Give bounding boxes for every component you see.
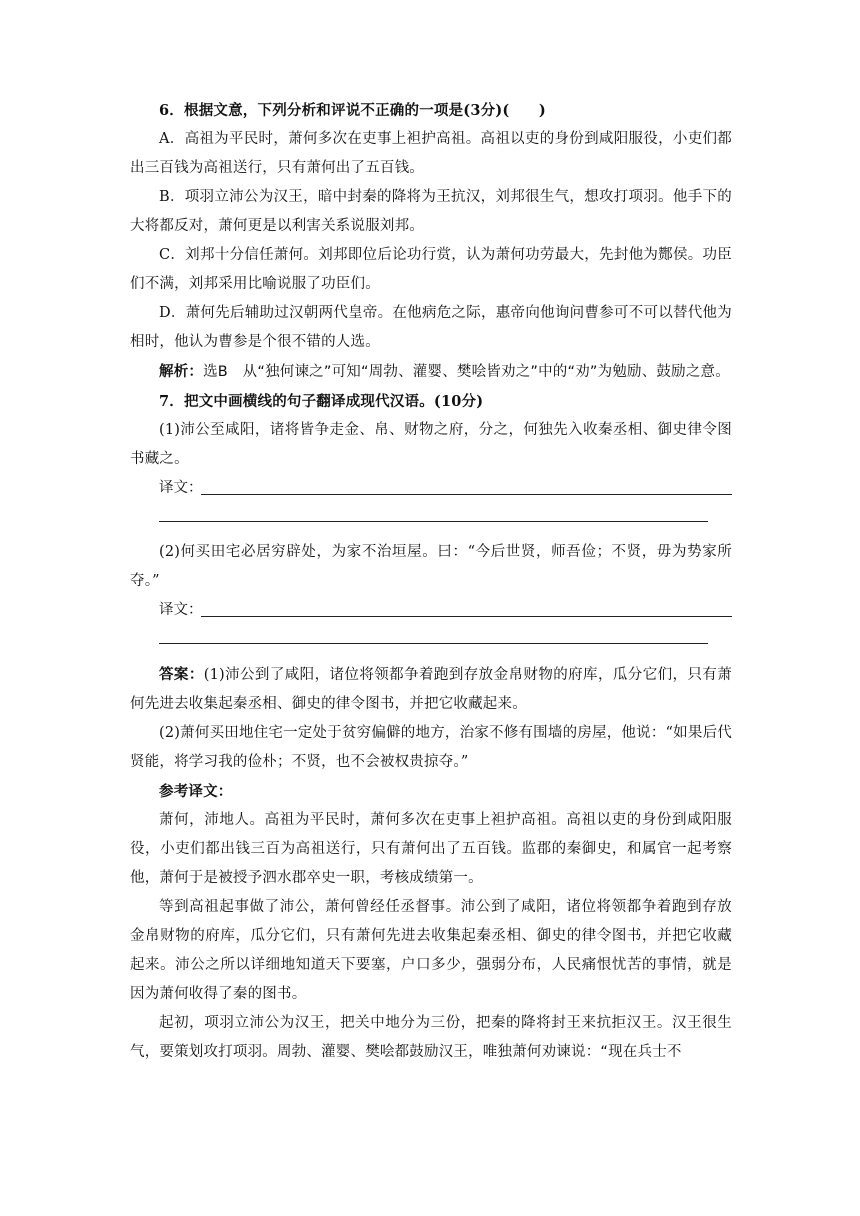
document-page	[130, 96, 732, 1067]
answer-label: 答案：	[159, 666, 204, 683]
question-7-item-2: (2)何买田宅必居穷辟处，为家不治垣屋。曰：“今后世贤，师吾俭；不贤，毋为势家所夺。”	[130, 544, 732, 589]
answer-1	[130, 660, 732, 719]
translation-label: 译文：	[159, 602, 203, 618]
question-6-option-c: C．刘邦十分信任萧何。刘邦即位后论功行赏，认为萧何功劳最大，先封他为酂侯。功臣们不满，刘邦采用比喻说服了功臣们。	[130, 247, 732, 292]
question-6-analysis	[130, 357, 732, 387]
question-6-option-d: D．萧何先后辅助过汉朝两代皇帝。在他病危之际，惠帝向他询问曹参可不可以替代他为相时，他认为曹参是个很不错的人选。	[130, 305, 732, 350]
reference-label: 参考译文：	[159, 783, 233, 800]
answer-underline	[159, 643, 708, 644]
translation-label: 译文：	[159, 480, 203, 496]
question-7-stem: 7．把文中画横线的句子翻译成现代汉语。(10分)	[159, 393, 484, 410]
answer-underline	[159, 521, 708, 522]
analysis-text: 选B 从“独何谏之”可知“周勃、灌婴、樊哙皆劝之”中的“劝”为勉励、鼓励之意。	[203, 364, 730, 380]
reference-paragraph-3: 起初，项羽立沛公为汉王，把关中地分为三份，把秦的降将封王来抗拒汉王。汉王很生气，要策划攻打项羽。周勃、灌婴、樊哙都鼓励汉王，唯独萧何劝谏说：“现在兵士不	[130, 1015, 732, 1060]
question-6-option-a: A．高祖为平民时，萧何多次在吏事上袒护高祖。高祖以吏的身份到咸阳服役，小吏们都出三百钱为高祖送行，只有萧何出了五百钱。	[130, 131, 732, 176]
answer-underline	[201, 616, 732, 617]
reference-paragraph-1: 萧何，沛地人。高祖为平民时，萧何多次在吏事上袒护高祖。高祖以吏的身份到咸阳服役，小吏们都出钱三百为高祖送行，只有萧何出了五百钱。监郡的秦御史，和属官一起考察他，萧何于是被授予泗水郡卒史一职，考核成绩第一。	[130, 812, 732, 886]
answer-underline	[201, 494, 732, 495]
question-6-option-b: B．项羽立沛公为汉王，暗中封秦的降将为王抗汉，刘邦很生气，想攻打项羽。他手下的大将都反对，萧何更是以利害关系说服刘邦。	[130, 189, 732, 234]
translation-line-2	[130, 596, 732, 625]
analysis-label: 解析：	[159, 363, 204, 380]
translation-line-1	[130, 474, 732, 503]
answer-text-1: (1)沛公到了咸阳，诸位将领都争着跑到存放金帛财物的府库，瓜分它们，只有萧何先进去收集起秦丞相、御史的律令图书，并把它收藏起来。	[130, 667, 732, 712]
translation-line-2b	[130, 625, 732, 654]
answer-2: (2)萧何买田地住宅一定处于贫穷偏僻的地方，治家不修有围墙的房屋，他说：“如果后代贤能，将学习我的俭朴；不贤，也不会被权贵掠夺。”	[130, 725, 732, 770]
question-6-stem: 6．根据文意，下列分析和评说不正确的一项是(3分)( )	[159, 102, 546, 119]
question-7-item-1: (1)沛公至咸阳，诸将皆争走金、帛、财物之府，分之，何独先入收秦丞相、御史律令图书藏之。	[130, 422, 732, 467]
reference-paragraph-2: 等到高祖起事做了沛公，萧何曾经任丞督事。沛公到了咸阳，诸位将领都争着跑到存放金帛财物的府库，瓜分它们，只有萧何先进去收集起秦丞相、御史的律令图书，并把它收藏起来。沛公之所以详细地知道天下要塞，户口多少，强弱分布，人民痛恨忧苦的事情，就是因为萧何收得了秦的图书。	[130, 899, 732, 1002]
translation-line-1b	[130, 503, 732, 532]
